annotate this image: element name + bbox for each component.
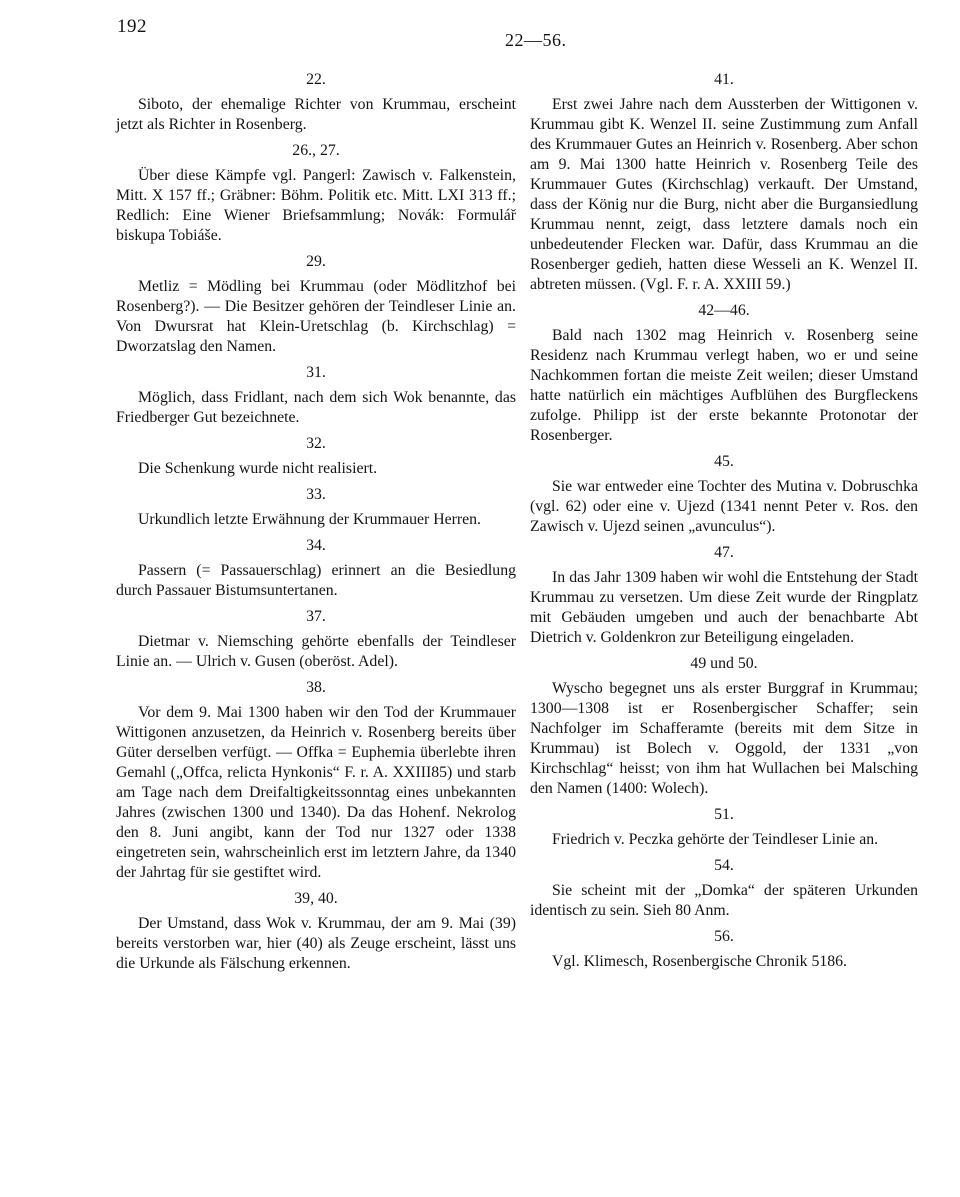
note-47 — [530, 543, 918, 648]
note-heading: 22. — [306, 71, 326, 88]
note-text: Die Schenkung wurde nicht realisiert. — [138, 460, 378, 477]
note-text: Vor dem 9. Mai 1300 haben wir den Tod der Krummauer Wittigonen anzusetzen, da Heinrich v. Rosenberg bereits über Güter derselben verfügt. — Offka = Euphemia überlebte ihren Gemahl („Offca, relicta Hynkonis“ F. r. A. XXIII85) und starb am Tage nach dem Dreifaltigkeitssonntag eines unbekannten Jahres (zwischen 1300 und 1340). Da das Hohenf. Nekrolog den 8. Juni angibt, kann der Tod nur 1327 oder 1338 eingetreten sein, wahrscheinlich erst im letztern Jahre, da 1340 der Jahrtag für sie gestiftet wird. — [116, 704, 516, 881]
note-text: Sie war entweder eine Tochter des Mutina v. Dobruschka (vgl. 62) oder eine v. Ujezd (1341 nennt Peter v. Ros. den Zawisch v. Ujezd seinen „avunculus“). — [530, 478, 918, 535]
note-text: Urkundlich letzte Erwähnung der Krummauer Herren. — [138, 511, 482, 528]
note-heading: 34. — [306, 537, 326, 554]
note-text: Passern (= Passauerschlag) erinnert an die Besiedlung durch Passauer Bistumsuntertanen. — [116, 562, 516, 599]
left-column — [116, 64, 516, 978]
note-45 — [530, 452, 918, 537]
note-29 — [116, 252, 516, 357]
note-31 — [116, 363, 516, 428]
note-37 — [116, 607, 516, 672]
right-column — [530, 64, 918, 976]
note-text: Wyscho begegnet uns als erster Burggraf in Krummau; 1300—1308 ist er Rosenbergischer Schaffer; sein Nachfolger im Schafferamte (bereits mit dem Sitze in Krummau) ist Bolech v. Oggold, der 1331 „von Kirchschlag“ heisst; von ihm hat Wullachen bei Malsching den Namen (1400: Wolech). — [530, 680, 918, 797]
note-49-50 — [530, 654, 918, 799]
note-heading: 26., 27. — [292, 142, 340, 159]
note-54 — [530, 856, 918, 921]
note-heading: 54. — [714, 857, 734, 874]
note-text: Sie scheint mit der „Domka“ der späteren Urkunden identisch zu sein. Sieh 80 Anm. — [530, 882, 918, 919]
note-32 — [116, 434, 516, 479]
note-heading: 38. — [306, 679, 326, 696]
note-42-46 — [530, 301, 918, 446]
note-heading: 49 und 50. — [690, 655, 758, 672]
note-text: Vgl. Klimesch, Rosenbergische Chronik 5186. — [552, 953, 847, 970]
note-39-40 — [116, 889, 516, 974]
note-text: Möglich, dass Fridlant, nach dem sich Wok benannte, das Friedberger Gut bezeichnete. — [116, 389, 516, 426]
note-heading: 41. — [714, 71, 734, 88]
note-33 — [116, 485, 516, 530]
note-heading: 56. — [714, 928, 734, 945]
note-text: In das Jahr 1309 haben wir wohl die Entstehung der Stadt Krummau zu versetzen. Um diese Zeit wurde der Ringplatz mit Gebäuden umgeben und auch der benachbarte Abt Dietrich v. Goldenkron zur Beteiligung eingeladen. — [530, 569, 918, 646]
running-head: 22—56. — [505, 30, 567, 50]
note-heading: 32. — [306, 435, 326, 452]
note-text: Über diese Kämpfe vgl. Pangerl: Zawisch v. Falkenstein, Mitt. X 157 ff.; Gräbner: Böhm. Politik etc. Mitt. LXI 313 ff.; Redlich: Eine Wiener Briefsammlung; Novák: Formulář biskupa Tobiáše. — [116, 167, 516, 244]
note-heading: 42—46. — [698, 302, 750, 319]
note-text: Dietmar v. Niemsching gehörte ebenfalls der Teindleser Linie an. — Ulrich v. Gusen (oberöst. Adel). — [116, 633, 516, 670]
note-text: Metliz = Mödling bei Krummau (oder Mödlitzhof bei Rosenberg?). — Die Besitzer gehören der Teindleser Linie an. Von Dwursrat hat Klein-Uretschlag (b. Kirchschlag) = Dworzatslag den Namen. — [116, 278, 516, 355]
note-text: Siboto, der ehemalige Richter von Krummau, erscheint jetzt als Richter in Rosenberg. — [116, 96, 516, 133]
note-text: Erst zwei Jahre nach dem Aussterben der Wittigonen v. Krummau gibt K. Wenzel II. seine Zustimmung zum Anfall des Krummauer Gutes an Heinrich v. Rosenberg. Aber schon am 9. Mai 1300 hatte Heinrich v. Rosenberg Teile des Krummauer Gutes (Kirchschlag) verkauft. Der Umstand, dass der König nur die Burg, nicht aber die Burgansiedlung Krummau nennt, zeigt, dass letztere damals noch ein unbedeutender Flecken war. Dafür, dass Krummau an die Rosenberger gedieh, hatten diese Wesseli an K. Wenzel II. abtreten müssen. (Vgl. F. r. A. XXIII 59.) — [530, 96, 918, 293]
note-heading: 31. — [306, 364, 326, 381]
note-heading: 39, 40. — [294, 890, 338, 907]
note-heading: 45. — [714, 453, 734, 470]
note-text: Friedrich v. Peczka gehörte der Teindleser Linie an. — [552, 831, 879, 848]
note-41 — [530, 70, 918, 295]
note-51 — [530, 805, 918, 850]
note-heading: 29. — [306, 253, 326, 270]
note-26-27 — [116, 141, 516, 246]
page-number: 192 — [117, 16, 147, 37]
note-heading: 33. — [306, 486, 326, 503]
note-34 — [116, 536, 516, 601]
note-heading: 51. — [714, 806, 734, 823]
note-heading: 47. — [714, 544, 734, 561]
note-text: Bald nach 1302 mag Heinrich v. Rosenberg seine Residenz nach Krummau verlegt haben, wo er und seine Nachkommen fortan die meiste Zeit weilen; dieser Umstand hatte natürlich ein mächtiges Aufblühen des Burgfleckens zufolge. Philipp ist der erste bekannte Protonotar der Rosenberger. — [530, 327, 918, 444]
note-56 — [530, 927, 918, 972]
note-38 — [116, 678, 516, 883]
note-text: Der Umstand, dass Wok v. Krummau, der am 9. Mai (39) bereits verstorben war, hier (40) als Zeuge erscheint, lässt uns die Urkunde als Fälschung erkennen. — [116, 915, 516, 972]
note-heading: 37. — [306, 608, 326, 625]
note-22 — [116, 70, 516, 135]
